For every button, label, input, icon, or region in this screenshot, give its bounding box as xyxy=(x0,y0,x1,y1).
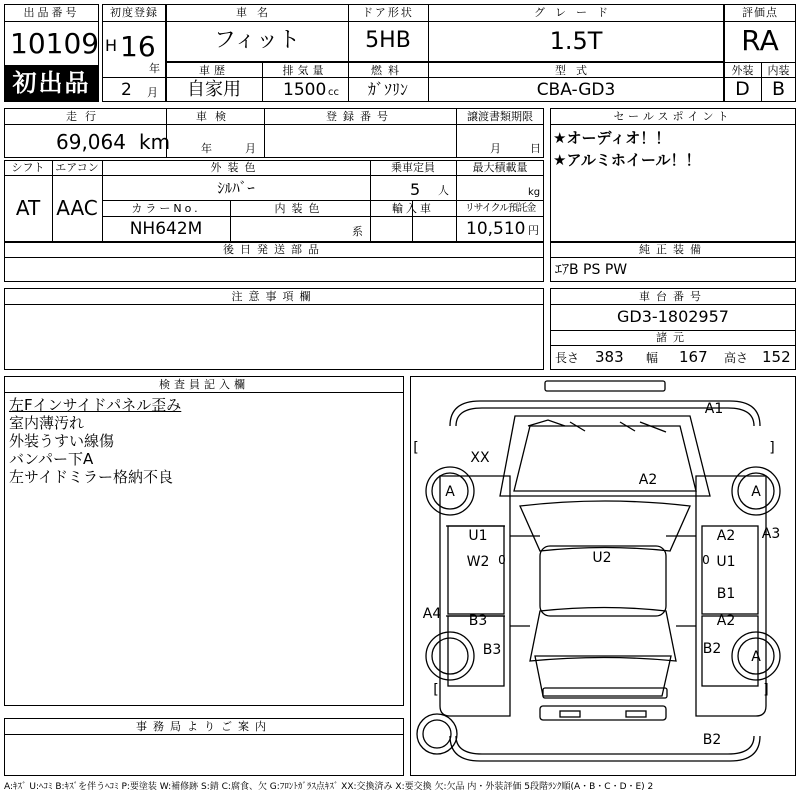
zero-right: 0 xyxy=(702,553,710,567)
score-label: 評価点 xyxy=(742,6,778,19)
capacity-label: 乗車定員 xyxy=(391,161,435,174)
aircon-label: エアコン xyxy=(55,161,99,174)
mark-hood: A2 xyxy=(638,472,658,488)
shift-value: AT xyxy=(15,196,41,220)
car-name: フィット xyxy=(213,28,301,53)
grade-value: 1.5T xyxy=(549,27,603,55)
transfer-month-unit: 月 xyxy=(490,142,501,155)
mark-rear: B2 xyxy=(702,732,722,748)
mark-wheel-fr: A xyxy=(751,484,761,500)
exterior-grade-value: D xyxy=(735,78,750,100)
mark-left-rear-panel: A4 xyxy=(422,606,442,622)
import-label: 輸入車 xyxy=(392,202,434,215)
capacity-value: 5 xyxy=(410,180,421,199)
length-label: 長さ xyxy=(555,351,580,365)
displacement-label: 排気量 xyxy=(282,64,328,77)
inspection-label: 車検 xyxy=(196,110,234,123)
bracket-left-bottom: [ xyxy=(433,682,439,698)
color-no-label: カラーNo. xyxy=(131,202,201,215)
door-label: ドア形状 xyxy=(362,6,414,19)
interior-color-label: 内装色 xyxy=(274,202,326,215)
lot-number: 10109 xyxy=(10,27,100,60)
mark-wheel-fl: A xyxy=(445,484,455,500)
max-load-unit: kg xyxy=(528,187,541,198)
mark-front: A1 xyxy=(704,401,724,417)
history-value: 自家用 xyxy=(187,79,241,100)
exterior-grade-label: 外装 xyxy=(731,64,754,77)
length-value: 383 xyxy=(595,348,624,366)
mileage-label: 走行 xyxy=(66,110,104,123)
inspector-notes xyxy=(9,396,181,486)
score-value: RA xyxy=(741,24,779,57)
height-value: 152 xyxy=(762,348,791,366)
mark-right-door-2: B1 xyxy=(716,586,736,602)
mark-right-door-1b: U1 xyxy=(716,554,736,570)
registration-year: 16 xyxy=(120,30,156,63)
chassis-label: 車台番号 xyxy=(639,290,707,303)
width-label: 幅 xyxy=(646,351,659,365)
transfer-day-unit: 日 xyxy=(530,142,541,155)
registration-year-unit: 年 xyxy=(149,62,160,75)
office-label: 事務局よりご案内 xyxy=(136,720,272,733)
door-type: 5HB xyxy=(365,28,411,53)
inspection-month-unit: 月 xyxy=(245,142,256,155)
recycle-label: リサイクル預託金 xyxy=(464,203,536,214)
car-name-label: 車名 xyxy=(236,6,278,19)
model-label: 型式 xyxy=(555,64,597,77)
mark-right-fender: A3 xyxy=(761,526,781,542)
history-label: 車歴 xyxy=(199,64,229,77)
bracket-left-top: [ xyxy=(413,440,419,456)
note-line: 左サイドミラー格納不良 xyxy=(9,468,173,486)
mileage-value: 69,064 xyxy=(56,130,126,154)
capacity-unit: 人 xyxy=(438,184,449,197)
displacement-unit: cc xyxy=(328,87,339,98)
legend: A:ｷｽﾞ U:ﾍｺﾐ B:ｷｽﾞを伴うﾍｺﾐ P:要塗装 W:補修跡 S:錆 C:腐食、欠 G:ﾌﾛﾝﾄｶﾞﾗｽ点ｷｽﾞ XX:交換済み X:要交換 欠:欠品 内・外装評価 5段階ﾗﾝｸ順(A・B・C・D・E) 2 xyxy=(4,782,654,792)
displacement-value: 1500 xyxy=(283,80,327,100)
equipment-value: ｴｱB PS PW xyxy=(555,262,628,278)
mark-left-rear: B3 xyxy=(482,642,502,658)
mark-right-door-1: A2 xyxy=(716,528,736,544)
model-value: CBA-GD3 xyxy=(536,80,616,100)
registration-era: H xyxy=(105,36,118,55)
fuel-value: ｶﾞｿﾘﾝ xyxy=(367,80,408,99)
recycle-unit: 円 xyxy=(528,224,539,237)
mark-right-rear: B2 xyxy=(702,641,722,657)
caution-label: 注意事項欄 xyxy=(231,290,317,303)
transfer-label: 譲渡書類期限 xyxy=(467,110,533,123)
interior-grade-label: 内装 xyxy=(767,64,790,77)
registration-month: 2 xyxy=(121,80,132,100)
fuel-label: 燃料 xyxy=(371,64,405,77)
specs-label: 諸元 xyxy=(656,331,690,344)
registration-label: 初度登録 xyxy=(110,6,158,19)
exterior-color-value: ｼﾙﾊﾞｰ xyxy=(217,179,255,197)
max-load-label: 最大積載量 xyxy=(472,161,528,174)
recycle-value: 10,510 xyxy=(466,219,526,239)
interior-color-unit: 系 xyxy=(352,225,363,238)
width-value: 167 xyxy=(679,348,708,366)
note-line: 外装うすい線傷 xyxy=(9,432,115,450)
mark-left-door-1b: W2 xyxy=(466,554,490,570)
bracket-right-bottom: ] xyxy=(763,682,769,698)
chassis-number: GD3-1802957 xyxy=(617,307,729,326)
sales-point-audio: ★オーディオ！！ xyxy=(553,129,671,147)
mark-roof: U2 xyxy=(592,550,612,566)
mileage-unit: km xyxy=(139,130,171,154)
plate-label: 登録番号 xyxy=(326,110,394,123)
note-line: バンパー下A xyxy=(9,450,94,468)
car-diagram xyxy=(410,376,796,776)
inspection-year-unit: 年 xyxy=(201,142,212,155)
grade-label: グレード xyxy=(534,6,618,19)
zero-left: 0 xyxy=(498,553,506,567)
mark-front-left: XX xyxy=(470,450,490,466)
aircon-value: AAC xyxy=(56,196,98,220)
sales-points-label: セールスポイント xyxy=(613,110,733,123)
first-listing-badge: 初出品 xyxy=(5,65,98,101)
color-no-value: NH642M xyxy=(129,219,203,239)
shift-label: シフト xyxy=(11,161,45,174)
exterior-color-label: 外装色 xyxy=(210,161,262,174)
mark-right-door-2b: A2 xyxy=(716,613,736,629)
note-line: 室内薄汚れ xyxy=(9,414,85,432)
height-label: 高さ xyxy=(724,351,749,365)
mark-left-door-1: U1 xyxy=(468,528,488,544)
bracket-right-top: ] xyxy=(769,440,775,456)
mark-wheel-rr: A xyxy=(751,649,761,665)
sales-point-wheels: ★アルミホイール！！ xyxy=(553,151,701,169)
interior-grade-value: B xyxy=(771,78,786,100)
mark-left-door-2: B3 xyxy=(468,613,488,629)
lot-label: 出品番号 xyxy=(23,6,80,19)
equipment-label: 純正装備 xyxy=(639,243,707,256)
note-line: 左Fインサイドパネル歪み xyxy=(9,396,182,414)
inspector-label: 検査員記入欄 xyxy=(159,378,249,391)
registration-month-unit: 月 xyxy=(147,86,158,99)
later-parts-label: 後日発送部品 xyxy=(223,243,325,256)
